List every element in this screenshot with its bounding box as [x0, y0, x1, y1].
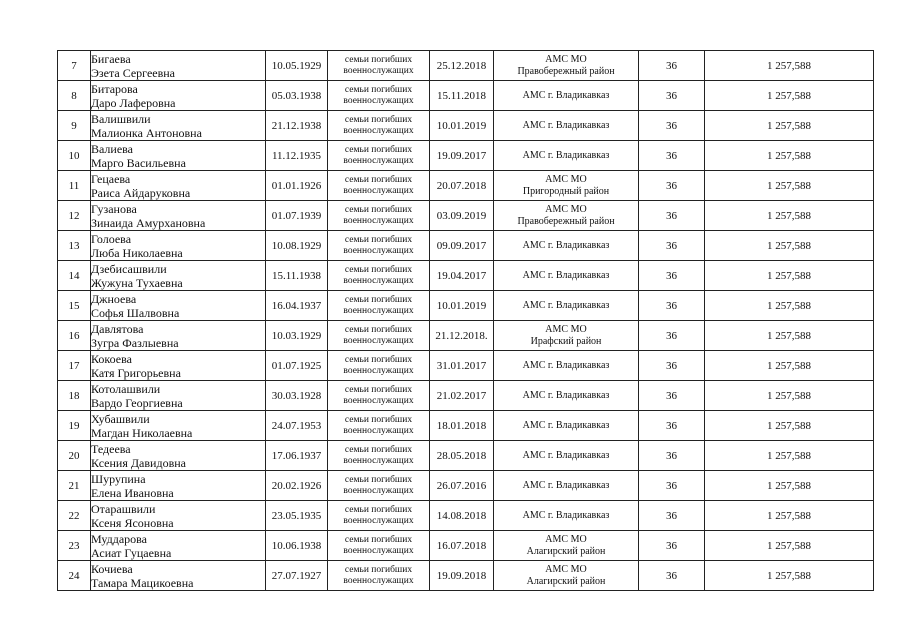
administration-line: АМС МО	[545, 563, 587, 575]
birth-date: 21.12.1938	[266, 111, 328, 141]
table-row	[58, 321, 874, 351]
count-value: 36	[639, 321, 705, 351]
table-row	[58, 501, 874, 531]
category	[328, 171, 430, 201]
birth-date: 20.02.1926	[266, 471, 328, 501]
count-value: 36	[639, 561, 705, 591]
administration	[494, 381, 639, 411]
row-number: 14	[58, 261, 91, 291]
count-value: 36	[639, 411, 705, 441]
category	[328, 231, 430, 261]
birth-date: 10.08.1929	[266, 231, 328, 261]
full-name	[91, 411, 266, 441]
category-line: военнослужащих	[343, 125, 414, 136]
given-names: Тамара Мацикоевна	[91, 575, 194, 590]
surname: Валишвили	[91, 111, 151, 126]
administration	[494, 471, 639, 501]
table-row	[58, 81, 874, 111]
given-names: Эзета Сергеевна	[91, 65, 176, 80]
category-line: семьи погибших	[344, 564, 413, 575]
decision-date: 19.09.2017	[430, 141, 494, 171]
table-row	[58, 561, 874, 591]
birth-date: 05.03.1938	[266, 81, 328, 111]
amount-value: 1 257,588	[705, 471, 874, 501]
surname: Бигаева	[91, 51, 131, 66]
administration-line: АМС г. Владикавказ	[522, 269, 610, 281]
row-number: 15	[58, 291, 91, 321]
count-value: 36	[639, 501, 705, 531]
administration-line: АМС г. Владикавказ	[522, 149, 610, 161]
category-line: военнослужащих	[343, 215, 414, 226]
administration-line: АМС г. Владикавказ	[522, 89, 610, 101]
given-names: Елена Ивановна	[91, 485, 174, 500]
amount-value: 1 257,588	[705, 291, 874, 321]
administration-line: АМС МО	[545, 203, 587, 215]
count-value: 36	[639, 351, 705, 381]
amount-value: 1 257,588	[705, 261, 874, 291]
category-line: семьи погибших	[344, 54, 413, 65]
birth-date: 10.03.1929	[266, 321, 328, 351]
category-line: семьи погибших	[344, 114, 413, 125]
administration-line: АМС г. Владикавказ	[522, 359, 610, 371]
category-line: военнослужащих	[343, 395, 414, 406]
table-row	[58, 51, 874, 81]
row-number: 10	[58, 141, 91, 171]
decision-date: 25.12.2018	[430, 51, 494, 81]
administration	[494, 321, 639, 351]
full-name	[91, 561, 266, 591]
amount-value: 1 257,588	[705, 441, 874, 471]
decision-date: 31.01.2017	[430, 351, 494, 381]
surname: Валиева	[91, 141, 134, 156]
administration	[494, 171, 639, 201]
row-number: 8	[58, 81, 91, 111]
amount-value: 1 257,588	[705, 201, 874, 231]
surname: Котолашвили	[91, 381, 161, 396]
row-number: 17	[58, 351, 91, 381]
birth-date: 27.07.1927	[266, 561, 328, 591]
row-number: 7	[58, 51, 91, 81]
category-line: семьи погибших	[344, 324, 413, 335]
administration-line: АМС г. Владикавказ	[522, 419, 610, 431]
given-names: Софья Шалвовна	[91, 305, 180, 320]
decision-date: 20.07.2018	[430, 171, 494, 201]
row-number: 11	[58, 171, 91, 201]
decision-date: 14.08.2018	[430, 501, 494, 531]
category-line: семьи погибших	[344, 144, 413, 155]
full-name	[91, 171, 266, 201]
row-number: 22	[58, 501, 91, 531]
registry-rows	[58, 51, 874, 591]
administration-line: АМС г. Владикавказ	[522, 509, 610, 521]
category-line: военнослужащих	[343, 575, 414, 586]
full-name	[91, 51, 266, 81]
surname: Кокоева	[91, 351, 132, 366]
decision-date: 21.02.2017	[430, 381, 494, 411]
category	[328, 501, 430, 531]
count-value: 36	[639, 231, 705, 261]
table-row	[58, 381, 874, 411]
decision-date: 16.07.2018	[430, 531, 494, 561]
category	[328, 351, 430, 381]
category-line: семьи погибших	[344, 204, 413, 215]
full-name	[91, 381, 266, 411]
row-number: 24	[58, 561, 91, 591]
category-line: военнослужащих	[343, 245, 414, 256]
surname: Муддарова	[91, 531, 147, 546]
administration-line: АМС г. Владикавказ	[522, 479, 610, 491]
surname: Гузанова	[91, 201, 137, 216]
decision-date: 10.01.2019	[430, 111, 494, 141]
category-line: семьи погибших	[344, 504, 413, 515]
table-row	[58, 261, 874, 291]
surname: Гецаева	[91, 171, 131, 186]
full-name	[91, 201, 266, 231]
full-name	[91, 501, 266, 531]
row-number: 23	[58, 531, 91, 561]
surname: Давлятова	[91, 321, 144, 336]
amount-value: 1 257,588	[705, 381, 874, 411]
decision-date: 19.09.2018	[430, 561, 494, 591]
table-row	[58, 231, 874, 261]
row-number: 12	[58, 201, 91, 231]
count-value: 36	[639, 471, 705, 501]
full-name	[91, 261, 266, 291]
category-line: военнослужащих	[343, 305, 414, 316]
category	[328, 111, 430, 141]
table-row	[58, 111, 874, 141]
row-number: 13	[58, 231, 91, 261]
category-line: семьи погибших	[344, 234, 413, 245]
surname: Шурупина	[91, 471, 146, 486]
surname: Голоева	[91, 231, 132, 246]
category-line: военнослужащих	[343, 275, 414, 286]
surname: Отарашвили	[91, 501, 156, 516]
count-value: 36	[639, 531, 705, 561]
surname: Джноева	[91, 291, 137, 306]
category	[328, 411, 430, 441]
full-name	[91, 351, 266, 381]
administration-line: АМС г. Владикавказ	[522, 119, 610, 131]
decision-date: 21.12.2018.	[430, 321, 494, 351]
category-line: военнослужащих	[343, 185, 414, 196]
given-names: Зинаида Амурхановна	[91, 215, 206, 230]
count-value: 36	[639, 51, 705, 81]
surname: Дзебисашвили	[91, 261, 167, 276]
administration	[494, 441, 639, 471]
surname: Тедеева	[91, 441, 131, 456]
administration-line: Пригородный район	[522, 185, 610, 197]
administration-line: АМС г. Владикавказ	[522, 299, 610, 311]
category-line: военнослужащих	[343, 485, 414, 496]
decision-date: 18.01.2018	[430, 411, 494, 441]
category-line: военнослужащих	[343, 95, 414, 106]
registry-table	[57, 50, 874, 591]
administration	[494, 231, 639, 261]
category-line: военнослужащих	[343, 515, 414, 526]
count-value: 36	[639, 381, 705, 411]
full-name	[91, 321, 266, 351]
count-value: 36	[639, 201, 705, 231]
surname: Битарова	[91, 81, 138, 96]
decision-date: 10.01.2019	[430, 291, 494, 321]
amount-value: 1 257,588	[705, 561, 874, 591]
category	[328, 291, 430, 321]
administration	[494, 561, 639, 591]
table-row	[58, 531, 874, 561]
count-value: 36	[639, 171, 705, 201]
birth-date: 01.07.1939	[266, 201, 328, 231]
category-line: семьи погибших	[344, 384, 413, 395]
category	[328, 561, 430, 591]
count-value: 36	[639, 261, 705, 291]
row-number: 16	[58, 321, 91, 351]
category	[328, 51, 430, 81]
amount-value: 1 257,588	[705, 411, 874, 441]
given-names: Даро Лаферовна	[91, 95, 176, 110]
full-name	[91, 111, 266, 141]
amount-value: 1 257,588	[705, 141, 874, 171]
category	[328, 471, 430, 501]
full-name	[91, 441, 266, 471]
amount-value: 1 257,588	[705, 531, 874, 561]
given-names: Жужуна Тухаевна	[91, 275, 183, 290]
full-name	[91, 471, 266, 501]
category-line: военнослужащих	[343, 155, 414, 166]
administration	[494, 261, 639, 291]
category-line: семьи погибших	[344, 174, 413, 185]
row-number: 19	[58, 411, 91, 441]
category-line: семьи погибших	[344, 354, 413, 365]
birth-date: 24.07.1953	[266, 411, 328, 441]
administration-line: АМС г. Владикавказ	[522, 239, 610, 251]
administration	[494, 411, 639, 441]
row-number: 18	[58, 381, 91, 411]
administration-line: АМС МО	[545, 323, 587, 335]
amount-value: 1 257,588	[705, 351, 874, 381]
given-names: Ксения Давидовна	[91, 455, 186, 470]
administration-line: АМС г. Владикавказ	[522, 449, 610, 461]
category-line: военнослужащих	[343, 455, 414, 466]
administration-line: Правобережный район	[517, 65, 615, 77]
birth-date: 10.06.1938	[266, 531, 328, 561]
administration	[494, 111, 639, 141]
amount-value: 1 257,588	[705, 501, 874, 531]
count-value: 36	[639, 441, 705, 471]
birth-date: 17.06.1937	[266, 441, 328, 471]
decision-date: 15.11.2018	[430, 81, 494, 111]
administration-line: Ирафский район	[530, 335, 602, 347]
category-line: семьи погибших	[344, 84, 413, 95]
birth-date: 23.05.1935	[266, 501, 328, 531]
given-names: Катя Григорьевна	[91, 365, 181, 380]
table-row	[58, 141, 874, 171]
row-number: 20	[58, 441, 91, 471]
administration	[494, 141, 639, 171]
category-line: семьи погибших	[344, 414, 413, 425]
row-number: 21	[58, 471, 91, 501]
table-row	[58, 201, 874, 231]
table-row	[58, 441, 874, 471]
given-names: Люба Николаевна	[91, 245, 183, 260]
administration-line: АМС г. Владикавказ	[522, 389, 610, 401]
administration-line: Алагирский район	[526, 545, 606, 557]
birth-date: 10.05.1929	[266, 51, 328, 81]
table-row	[58, 351, 874, 381]
category	[328, 141, 430, 171]
birth-date: 01.01.1926	[266, 171, 328, 201]
table-row	[58, 291, 874, 321]
decision-date: 09.09.2017	[430, 231, 494, 261]
administration	[494, 51, 639, 81]
birth-date: 30.03.1928	[266, 381, 328, 411]
birth-date: 01.07.1925	[266, 351, 328, 381]
birth-date: 15.11.1938	[266, 261, 328, 291]
amount-value: 1 257,588	[705, 81, 874, 111]
category-line: военнослужащих	[343, 365, 414, 376]
given-names: Раиса Айдаруковна	[91, 185, 191, 200]
given-names: Зугра Фазлыевна	[91, 335, 179, 350]
full-name	[91, 531, 266, 561]
administration-line: АМС МО	[545, 173, 587, 185]
administration	[494, 201, 639, 231]
amount-value: 1 257,588	[705, 231, 874, 261]
administration	[494, 351, 639, 381]
table-row	[58, 411, 874, 441]
given-names: Магдан Николаевна	[91, 425, 193, 440]
administration-line: АМС МО	[545, 53, 587, 65]
category-line: военнослужащих	[343, 425, 414, 436]
amount-value: 1 257,588	[705, 171, 874, 201]
decision-date: 19.04.2017	[430, 261, 494, 291]
full-name	[91, 81, 266, 111]
surname: Кочиева	[91, 561, 133, 576]
birth-date: 11.12.1935	[266, 141, 328, 171]
category	[328, 201, 430, 231]
category	[328, 321, 430, 351]
row-number: 9	[58, 111, 91, 141]
administration-line: Алагирский район	[526, 575, 606, 587]
surname: Хубашвили	[91, 411, 150, 426]
amount-value: 1 257,588	[705, 321, 874, 351]
category-line: семьи погибших	[344, 474, 413, 485]
full-name	[91, 291, 266, 321]
table-row	[58, 471, 874, 501]
category-line: военнослужащих	[343, 545, 414, 556]
category-line: семьи погибших	[344, 534, 413, 545]
category-line: военнослужащих	[343, 335, 414, 346]
administration-line: АМС МО	[545, 533, 587, 545]
full-name	[91, 141, 266, 171]
decision-date: 28.05.2018	[430, 441, 494, 471]
category-line: семьи погибших	[344, 264, 413, 275]
administration-line: Правобережный район	[517, 215, 615, 227]
category-line: семьи погибших	[344, 294, 413, 305]
category-line: семьи погибших	[344, 444, 413, 455]
given-names: Асиат Гуцаевна	[91, 545, 172, 560]
given-names: Ксеня Ясоновна	[91, 515, 174, 530]
category-line: военнослужащих	[343, 65, 414, 76]
administration	[494, 81, 639, 111]
count-value: 36	[639, 111, 705, 141]
given-names: Марго Васильевна	[91, 155, 186, 170]
amount-value: 1 257,588	[705, 51, 874, 81]
category	[328, 441, 430, 471]
amount-value: 1 257,588	[705, 111, 874, 141]
count-value: 36	[639, 291, 705, 321]
administration	[494, 531, 639, 561]
category	[328, 81, 430, 111]
count-value: 36	[639, 81, 705, 111]
decision-date: 03.09.2019	[430, 201, 494, 231]
administration	[494, 501, 639, 531]
category	[328, 381, 430, 411]
table-row	[58, 171, 874, 201]
birth-date: 16.04.1937	[266, 291, 328, 321]
category	[328, 261, 430, 291]
given-names: Вардо Георгиевна	[91, 395, 183, 410]
count-value: 36	[639, 141, 705, 171]
decision-date: 26.07.2016	[430, 471, 494, 501]
category	[328, 531, 430, 561]
administration	[494, 291, 639, 321]
given-names: Малионка Антоновна	[91, 125, 202, 140]
full-name	[91, 231, 266, 261]
